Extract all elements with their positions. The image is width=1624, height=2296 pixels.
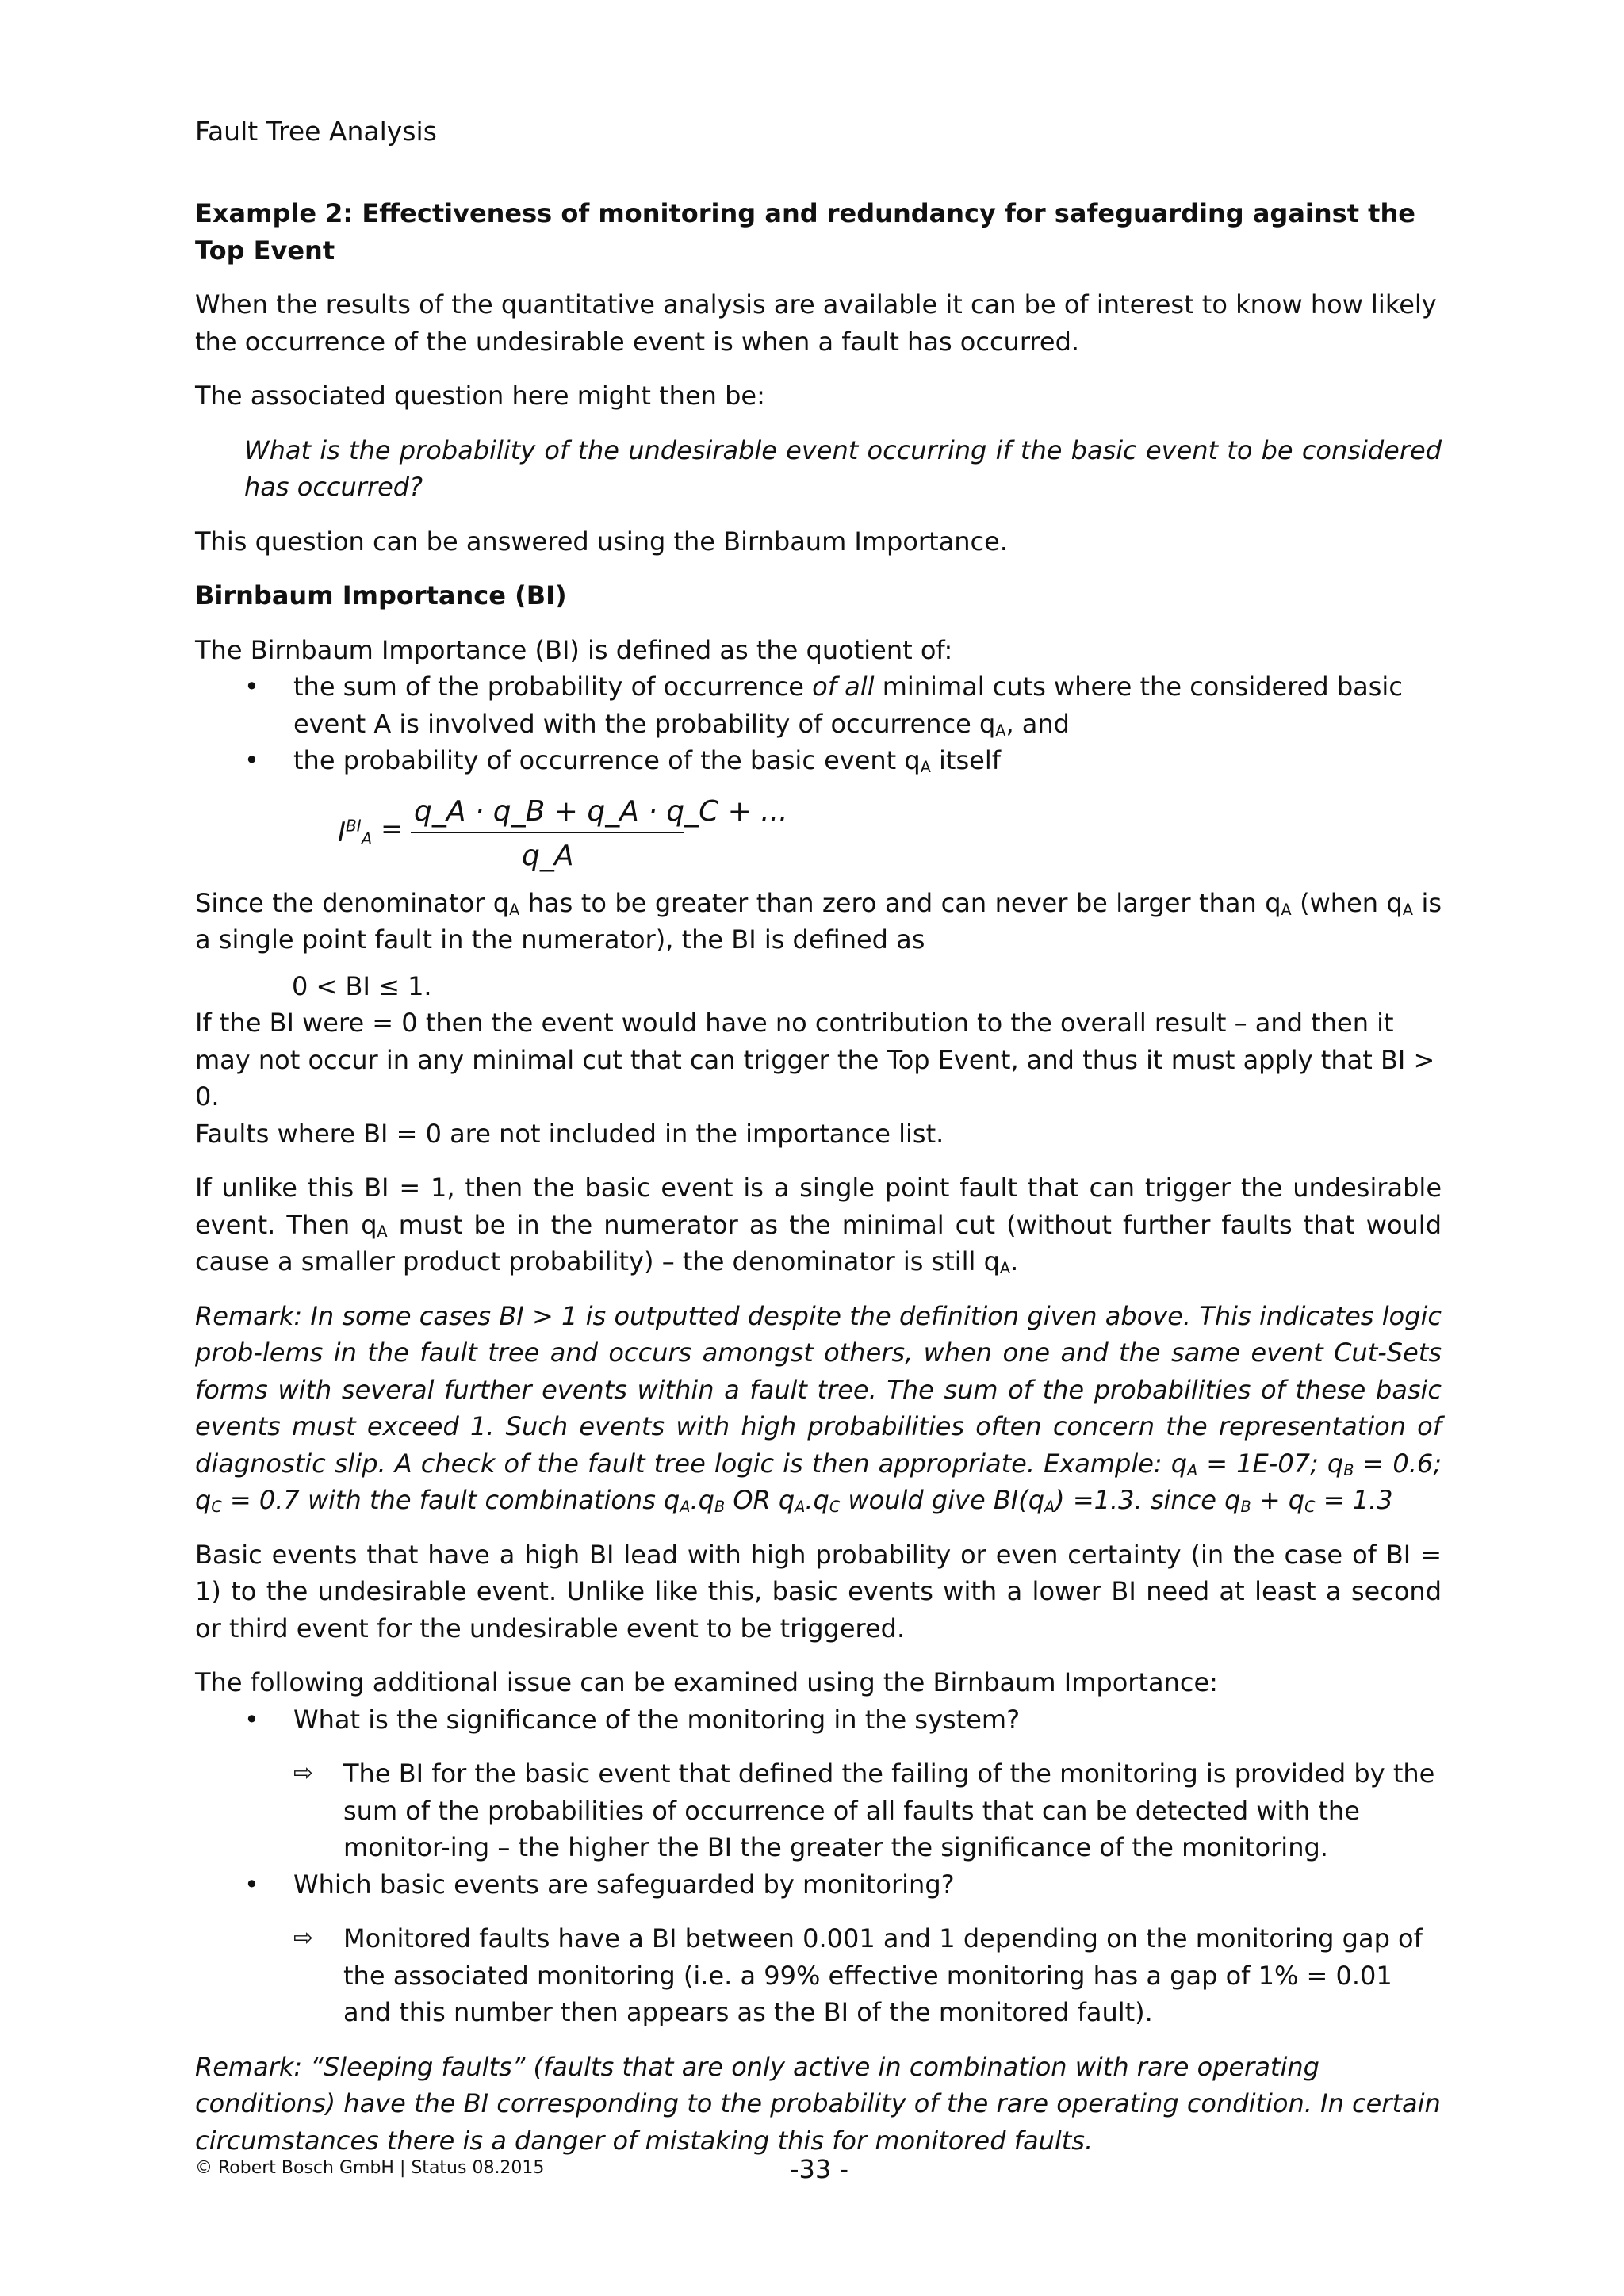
- issue-answer: ⇨ The BI for the basic event that defined the failing of the monitoring is provided by the sum of the probabilities of occurrence of all faults that can be detected with the monitor-ing – the higher the BI the greater the significance of the monitoring.: [195, 1755, 1442, 1866]
- issue-answer: ⇨ Monitored faults have a BI between 0.001 and 1 depending on the monitoring gap of the associated monitoring (i.e. a 99% effective monitoring has a gap of 1% = 0.01 and this number then appears as the BI of the monitored fault).: [195, 1920, 1442, 2031]
- bullet-icon: •: [244, 672, 259, 702]
- remark-sleeping-faults: Remark: “Sleeping faults” (faults that are only active in combination with rare operating conditions) have the BI corresponding to the probability of the rare operating condition. In certain circumstances there is a danger of mistaking this for monitored faults.: [195, 2051, 1441, 2156]
- formula-denominator: q_A: [522, 840, 574, 872]
- question-quote: What is the probability of the undesirable event occurring if the basic event to be considered has occurred?: [244, 434, 1442, 502]
- denominator-paragraph: Since the denominator $q_A$ has to be greater than zero and can never be larger than $q_A$ (when $q_A$ is a single point fault in the numerator), the BI is defined as: [195, 887, 1442, 955]
- fraction-bar: [411, 832, 684, 833]
- page-content: [195, 195, 1442, 2176]
- running-header: Fault Tree Analysis: [195, 116, 437, 147]
- additional-issue-intro: The following additional issue can be examined using the Birnbaum Importance:: [195, 1667, 1218, 1697]
- formula-numerator: q_A · q_B + q_A · q_C + ...: [414, 794, 788, 828]
- bi-bullet-list: [195, 668, 1442, 779]
- list-item: [195, 1755, 1442, 1866]
- arrow-right-icon: ⇨: [293, 1924, 314, 1952]
- formula-fraction: [411, 794, 791, 875]
- high-bi-paragraph: Basic events that have a high BI lead with high probability or even certainty (in the case of BI = 1) to the undesirable event. Unlike like this, basic events with a lower BI need at least a second or third event for the undesirable event to be triggered.: [195, 1539, 1442, 1644]
- list-item: [195, 1866, 1442, 1904]
- bi-one-paragraph: If unlike this BI = 1, then the basic event is a single point fault that can trigger the undesirable event. Then $q_A$ must be in the numerator as the minimal cut (without further faults that would cause a smaller product probability) – the denominator is still $q_A$.: [195, 1173, 1442, 1277]
- bullet-icon: •: [244, 1704, 259, 1735]
- bi-formula: [195, 794, 1442, 885]
- bi-zero-paragraph: If the BI were = 0 then the event would have no contribution to the overall result – and then it may not occur in any minimal cut that can trigger the Top Event, and thus it must apply that BI > 0.: [195, 1008, 1435, 1112]
- issue-question: What is the significance of the monitoring in the system?: [293, 1704, 1021, 1735]
- issue-list: [195, 1701, 1442, 2031]
- intro-paragraph: When the results of the quantitative analysis are available it can be of interest to know how likely the occurrence of the undesirable event is when a fault has occurred.: [195, 289, 1437, 357]
- list-item: [195, 1920, 1442, 2031]
- bullet-icon: •: [244, 745, 259, 775]
- remark-bi-greater-one: Remark: In some cases BI > 1 is outputted despite the definition given above. This indicates logic prob-lems in the fault tree and occurs amongst others, when one and the same event Cut-Sets forms with several further events within a fault tree. The sum of the probabilities of these basic events must exceed 1. Such events with high probabilities often concern the representation of diagnostic slip. A check of the fault tree logic is then appropriate. Example: $q_A = 1E-07$; $q_B = 0.6$; $q_C = 0.7$ with the fault combinations $q_A.q_B$ OR $q_A.q_C$ would give $BI(q_A) =1.3$. since $q_B + q_C = 1.3$: [195, 1300, 1442, 1516]
- arrow-right-icon: ⇨: [293, 1759, 314, 1787]
- bi-definition: The Birnbaum Importance (BI) is defined as the quotient of:: [195, 634, 953, 665]
- bi-heading: Birnbaum Importance (BI): [195, 580, 567, 610]
- list-item: • the sum of the probability of occurrence of all minimal cuts where the considered basic event A is involved with the probability of occurrence $q_A$, and: [195, 668, 1442, 742]
- answer-paragraph: This question can be answered using the Birnbaum Importance.: [195, 526, 1008, 557]
- formula-lhs: $I^{BI}_A$: [338, 816, 373, 848]
- formula-equals: =: [381, 813, 404, 845]
- bullet-icon: •: [244, 1869, 259, 1900]
- list-item: [195, 1701, 1442, 1739]
- section-heading: Example 2: Effectiveness of monitoring and redundancy for safeguarding against the Top Event: [195, 198, 1415, 266]
- issue-question: Which basic events are safeguarded by monitoring?: [293, 1869, 955, 1900]
- bi-range: 0 < BI ≤ 1.: [292, 970, 432, 1001]
- question-intro: The associated question here might then be:: [195, 381, 765, 411]
- bi-zero-note: Faults where BI = 0 are not included in the importance list.: [195, 1118, 944, 1149]
- list-item: • the probability of occurrence of the basic event $q_A$ itself: [195, 742, 1442, 779]
- page-number: -33 -: [790, 2154, 848, 2184]
- footer-copyright: © Robert Bosch GmbH | Status 08.2015: [195, 2158, 545, 2178]
